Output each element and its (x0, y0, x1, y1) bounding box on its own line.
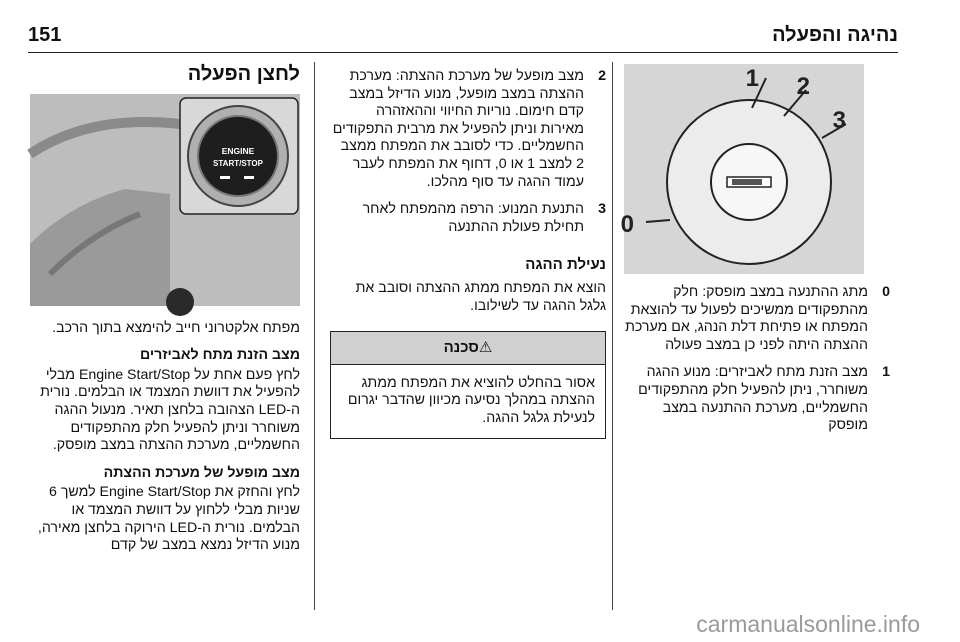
middle-column (330, 64, 606, 439)
paragraph: לחץ והחזק את Engine Start/Stop למשך 6 שניות מבלי ללחוץ על דוושת המצמד או הבלמים. נורית ה-LED הירוקה בלחצן מאירה, מנוע הדיזל נמצא במצב של קדם (37, 484, 300, 554)
page-header (28, 18, 898, 53)
subheading: נעילת ההגה (525, 256, 606, 274)
start-stop-illustration (30, 94, 300, 306)
caution-text: אסור בהחלט להוציא את המפתח ממתג ההצתה במהלך נסיעה מכיוון שהדבר יגרום לנעילת גלגל ההגה. (347, 374, 595, 426)
column-divider (612, 62, 613, 610)
item-text: מצב מופעל של מערכת ההצתה: מערכת ההצתה במצב מופעל, מנוע הדיזל במצב קדם חימום. נוריות החיווי וההאזהרה מאירות וניתן להפעיל את מרבית התפקודים החשמליים. כדי לסובב את המפתח ממצב 2 למצב 1 או 0, דחוף את המפתח לעבר עמוד ההגה עד סוף מהלכו. (332, 68, 584, 190)
ignition-switch-figure (620, 64, 864, 274)
caution-header (331, 332, 605, 365)
start-stop-button-figure (30, 94, 300, 306)
column-divider (314, 62, 315, 610)
item-number: 2 (598, 68, 606, 84)
item-number: 1 (882, 364, 890, 381)
button-label: ENGINE (221, 145, 255, 156)
section-title: לחצן הפעלה (187, 63, 300, 85)
item-text: מתג ההתנעה במצב מופסק: חלק מהתפקודים ממשיכים לפעול עד להוצאת המפתח או פתיחת דלת הנהג, אם מערכת ההצתה היתה לפני כן במצב פעולה (625, 284, 868, 353)
subheading: מצב מופעל של מערכת ההצתה (103, 464, 300, 481)
list-item (330, 68, 606, 191)
figure-label: 2 (796, 73, 810, 100)
page-number: 151 (28, 24, 62, 46)
item-number: 0 (882, 284, 890, 300)
figure-label: 0 (620, 211, 634, 238)
warning-triangle-icon: ⚠ (478, 339, 493, 357)
list-item (330, 201, 606, 236)
item-number: 3 (598, 201, 606, 218)
right-column (620, 64, 890, 435)
paragraph: לחץ פעם אחת על Engine Start/Stop מבלי להפעיל את דוושת המצמד או הבלמים. נורית ה-LED הצהובה בלחצן תאיר. מנעול ההגה משוחרר וניתן להפעיל חלק מהתפקודים החשמליים, מערכת ההצתה במצב מופסק. (40, 366, 300, 454)
figure-label: 3 (832, 107, 846, 134)
caution-box (330, 331, 606, 438)
paragraph: הוצא את המפתח ממתג ההצתה וסובב את גלגל ההגה עד לשילובו. (355, 279, 606, 314)
watermark: carmanualsonline.info (696, 611, 920, 637)
list-item (620, 364, 890, 434)
list-item (620, 284, 890, 354)
item-text: מצב הזנת מתח לאביזרים: מנוע ההגה משוחרר, ניתן להפעיל חלק מהתפקודים החשמליים, מערכת ההתנעה במצב מופסק (638, 364, 868, 434)
subheading: מצב הזנת מתח לאביזרים (139, 347, 300, 364)
button-label: START/STOP (213, 158, 263, 168)
figure-label: 1 (745, 65, 759, 92)
caution-title: סכנה (443, 339, 479, 357)
intro-paragraph: מפתח אלקטרוני חייב להימצא בתוך הרכב. (52, 319, 300, 336)
ignition-switch-illustration (620, 64, 864, 274)
chapter-title: נהיגה והפעלה (772, 24, 898, 46)
left-column (28, 64, 300, 555)
item-text: התנעת המנוע: הרפה מהמפתח לאחר תחילת פעולת ההתנעה (362, 201, 584, 235)
